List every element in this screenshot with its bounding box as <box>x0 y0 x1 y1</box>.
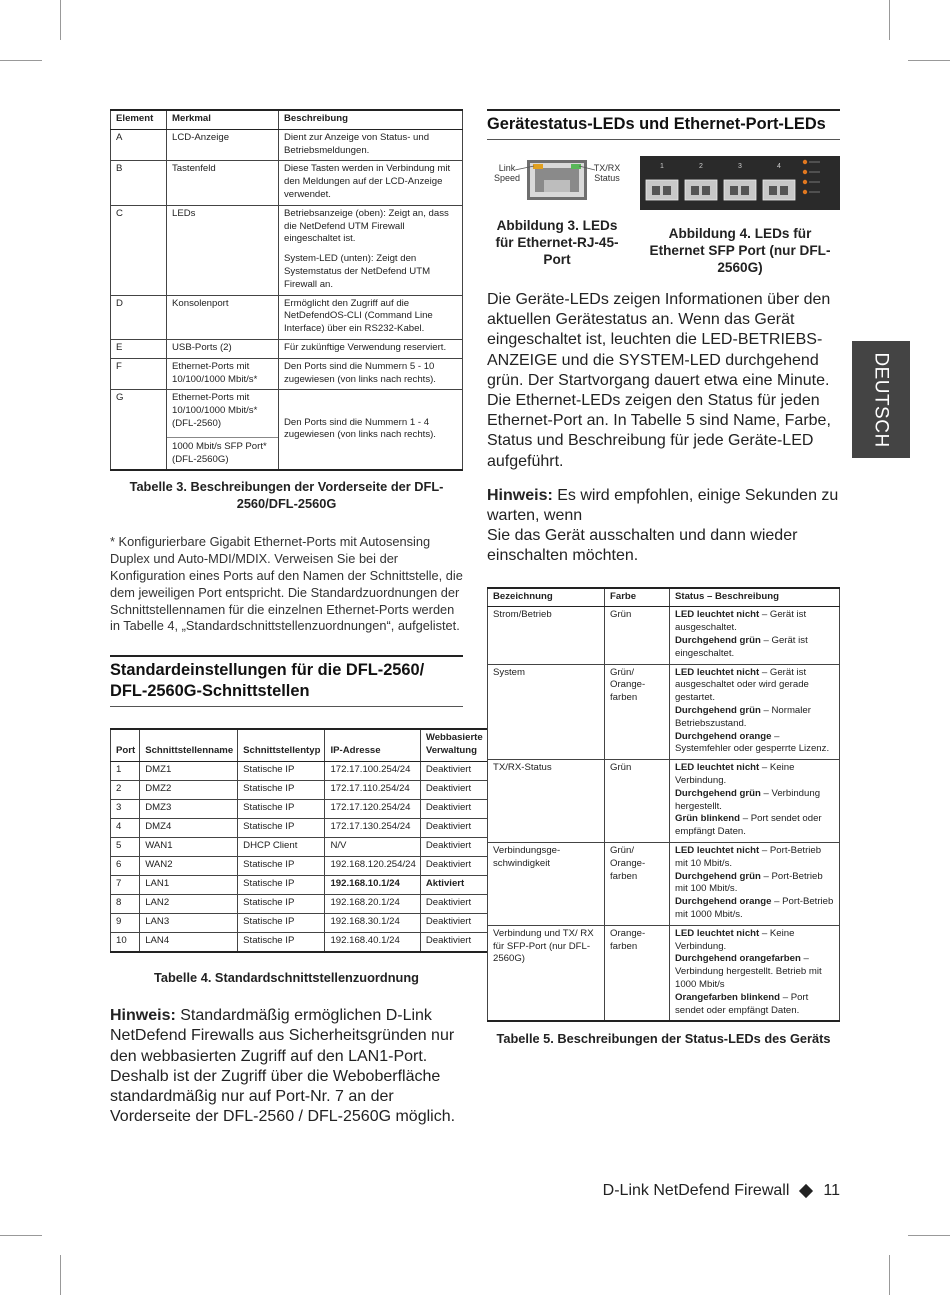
footer-title: D-Link NetDefend Firewall <box>602 1182 790 1199</box>
status-label: LED leuchtet nicht <box>675 609 760 621</box>
status-label: Grün blinkend <box>675 813 741 825</box>
table-cell: B <box>111 161 167 205</box>
table-cell <box>670 842 840 925</box>
table-row <box>111 856 488 875</box>
label-link: Link <box>498 163 516 173</box>
table-cell: D <box>111 295 167 339</box>
table-cell: Statische IP <box>238 799 325 818</box>
cell-text: 1000 Mbit/s SFP Port* (DFL-2560G) <box>172 440 267 465</box>
table-row <box>111 932 488 952</box>
status-label: Durchgehend grün <box>675 705 761 717</box>
status-text: – Gerät ist ausgeschaltet oder wird gerade gestartet. <box>675 666 809 704</box>
left-column <box>110 109 483 1127</box>
table-row <box>111 161 463 205</box>
table-cell: Grün <box>605 760 670 843</box>
table-row <box>111 894 488 913</box>
status-label: Durchgehend grün <box>675 635 761 647</box>
table-cell: 3 <box>111 799 140 818</box>
status-text: – Port sendet oder empfängt Daten. <box>675 813 822 838</box>
table-cell: 192.168.20.1/24 <box>325 894 420 913</box>
crop-mark <box>60 0 61 40</box>
status-text: – Keine Verbindung. <box>675 927 795 952</box>
table-cell: Statische IP <box>238 875 325 894</box>
table-cell: LEDs <box>167 205 279 295</box>
status-label: Durchgehend grün <box>675 870 761 882</box>
table-cell: 172.17.130.254/24 <box>325 818 420 837</box>
port-number: 1 <box>660 163 664 170</box>
label-status: Status <box>594 173 620 183</box>
table-caption: Tabelle 4. Standardschnittstellenzuordnung <box>154 969 419 985</box>
crop-mark <box>908 60 950 61</box>
table-cell <box>670 760 840 843</box>
table-cell: Ermöglicht den Zugriff auf die NetDefendOS-CLI (Command Line Interface) über ein RS232-Kabel. <box>279 295 463 339</box>
right-column <box>487 109 840 1048</box>
table-cell: Für zukünftige Verwendung reserviert. <box>279 339 463 358</box>
language-tab-label: DEUTSCH <box>871 351 892 448</box>
table-cell: Deaktiviert <box>420 932 487 952</box>
table-cell: 10 <box>111 932 140 952</box>
table-cell: Statische IP <box>238 856 325 875</box>
table-cell: 5 <box>111 837 140 856</box>
table-row <box>111 818 488 837</box>
table-row <box>488 760 840 843</box>
table-cell: Verbindung und TX/ RX für SFP-Port (nur DFL-2560G) <box>488 925 605 1021</box>
table-cell: Grün/ Orange- farben <box>605 664 670 760</box>
status-text: – Port-Betrieb mit 10 Mbit/s. <box>675 844 822 869</box>
figure-caption: Abbildung 3. LEDs für Ethernet-RJ-45-Port <box>495 218 619 267</box>
label-speed: Speed <box>493 173 521 183</box>
cell-text: Ethernet-Ports mit 10/100/1000 Mbit/s* (DFL-2560) <box>172 392 258 429</box>
intro-paragraph: Die Geräte-LEDs zeigen Informationen über den aktuellen Gerätestatus an. Wenn das Gerät eingeschaltet ist, leuchten die LED-BETRIEBS-ANZEIGE und die SYSTEM-LED durchgehend grün. Der Startvorgang dauert etwa eine Minute. Die Ethernet-LEDs zeigen den Status für jeden Ethernet-Port an. In Tabelle 5 sind Name, Farbe, Status und Beschreibung für jede Geräte-LED aufgeführt. <box>487 291 831 470</box>
table-interface-defaults <box>110 728 488 953</box>
table-header: Schnittstellentyp <box>238 729 325 761</box>
label-txrx: TX/RX <box>593 163 621 173</box>
table-cell: Statische IP <box>238 818 325 837</box>
table-cell: DMZ4 <box>140 818 238 837</box>
footnote: * Konfigurierbare Gigabit Ethernet-Ports mit Autosensing Duplex und Auto-MDI/MDIX. Verweisen Sie bei der Konfiguration eines Ports auf den Namen der Schnittstelle, die dem jeweiligen Port entspricht. Die Standardzuordnungen der Schnittstellennamen für die einzelnen Ethernet-Ports werden in Tabelle 4, „Standardschnittstellenzuordnungen“, aufgelistet. <box>110 534 463 634</box>
table-cell: Statische IP <box>238 913 325 932</box>
table-cell: Verbindungsge- schwindigkeit <box>488 842 605 925</box>
status-text: – Normaler Betriebszustand. <box>675 705 811 729</box>
table-cell <box>670 664 840 760</box>
status-text: – Port-Betrieb mit 1000 Mbit/s. <box>675 896 834 920</box>
table-row <box>111 358 463 390</box>
status-text: – Verbindung hergestellt. <box>675 787 821 812</box>
table-cell <box>670 607 840 664</box>
status-label: Durchgehend orange <box>675 896 772 908</box>
table-header: IP-Adresse <box>325 729 420 761</box>
status-label: LED leuchtet nicht <box>675 666 760 678</box>
table-header: Beschreibung <box>279 110 463 129</box>
table-cell: Aktiviert <box>420 875 487 894</box>
table-row <box>111 339 463 358</box>
table-row <box>111 295 463 339</box>
crop-mark <box>908 1235 950 1236</box>
table-header: Bezeichnung <box>488 588 605 607</box>
status-label: Orangefarben blinkend <box>675 991 781 1003</box>
port-number: 4 <box>777 163 781 170</box>
table-cell: System <box>488 664 605 760</box>
table-cell: Dient zur Anzeige von Status- und Betriebsmeldungen. <box>279 129 463 161</box>
table-row <box>488 664 840 760</box>
table-row <box>111 799 488 818</box>
table-cell: A <box>111 129 167 161</box>
status-label: Durchgehend grün <box>675 787 761 799</box>
crop-mark <box>0 1235 42 1236</box>
table-row <box>111 205 463 295</box>
note-label: Hinweis: <box>487 486 553 504</box>
figure-row <box>487 154 840 276</box>
section-heading: Standardeinstellungen für die DFL-2560/ DFL-2560G-Schnittstellen <box>110 655 463 707</box>
status-text: – Gerät ist ausgeschaltet. <box>675 609 807 634</box>
table-cell: 4 <box>111 818 140 837</box>
figure-sfp <box>640 154 840 276</box>
status-text: – Keine Verbindung. <box>675 762 795 786</box>
table-cell: 8 <box>111 894 140 913</box>
table-cell: C <box>111 205 167 295</box>
status-text: – Port-Betrieb mit 100 Mbit/s. <box>675 870 823 895</box>
page-number: 11 <box>823 1182 840 1199</box>
table-row <box>488 925 840 1021</box>
table-cell: 172.17.120.254/24 <box>325 799 420 818</box>
table-cell <box>670 925 840 1021</box>
table-cell: N/V <box>325 837 420 856</box>
table-cell: WAN1 <box>140 837 238 856</box>
table-cell: 172.17.110.254/24 <box>325 780 420 799</box>
note-label: Hinweis: <box>110 1007 176 1025</box>
table-cell: DMZ1 <box>140 761 238 780</box>
note-text: Standardmäßig ermöglichen D-Link NetDefend Firewalls aus Sicherheitsgründen nur den webbasierten Zugriff auf den LAN1-Port. Deshalb ist der Zugriff über die Weboberfläche standardmäßig nur auf Port-Nr. 7 an der Vorderseite der DFL-2560 / DFL-2560G möglich. <box>110 1007 456 1126</box>
status-text: – Port sendet oder empfängt Daten. <box>675 991 809 1016</box>
cell-text: Betriebsanzeige (oben): Zeigt an, dass die NetDefend UTM Firewall eingeschaltet ist. <box>284 207 449 245</box>
table-row <box>111 780 488 799</box>
table-cell: Statische IP <box>238 894 325 913</box>
table-cell: Deaktiviert <box>420 837 487 856</box>
table-header: Webbasierte Verwaltung <box>420 729 487 761</box>
table-cell: Tastenfeld <box>167 161 279 205</box>
sfp-port-illustration <box>640 154 840 212</box>
status-text: – Systemfehler oder gesperrte Lizenz. <box>675 730 830 755</box>
note-text: Es wird empfohlen, einige Sekunden zu warten, wenn <box>487 486 839 525</box>
note <box>487 486 840 567</box>
table-cell: Grün <box>605 607 670 664</box>
crop-mark <box>0 60 42 61</box>
table-row <box>111 913 488 932</box>
table-cell: 7 <box>111 875 140 894</box>
diamond-icon <box>799 1184 813 1198</box>
table-cell: Deaktiviert <box>420 894 487 913</box>
status-label: LED leuchtet nicht <box>675 927 760 939</box>
table-cell: Statische IP <box>238 761 325 780</box>
table-cell: 1 <box>111 761 140 780</box>
table-cell: Den Ports sind die Nummern 1 - 4 zugewiesen (von links nach rechts). <box>279 390 463 470</box>
table-cell: 192.168.30.1/24 <box>325 913 420 932</box>
table-cell: 6 <box>111 856 140 875</box>
table-cell: 9 <box>111 913 140 932</box>
table-header: Schnittstellenname <box>140 729 238 761</box>
rj45-port-illustration <box>489 154 625 204</box>
table-status-leds <box>487 587 840 1023</box>
table-cell: Deaktiviert <box>420 799 487 818</box>
table-cell: Ethernet-Ports mit 10/100/1000 Mbit/s* <box>167 358 279 390</box>
table-cell: LAN4 <box>140 932 238 952</box>
table-header: Merkmal <box>167 110 279 129</box>
section-heading: Gerätestatus-LEDs und Ethernet-Port-LEDs <box>487 109 840 140</box>
table-cell: Strom/Betrieb <box>488 607 605 664</box>
table-cell: Deaktiviert <box>420 761 487 780</box>
table-cell: 172.17.100.254/24 <box>325 761 420 780</box>
table-cell: E <box>111 339 167 358</box>
table-cell: F <box>111 358 167 390</box>
port-number: 3 <box>738 163 742 170</box>
note <box>110 1006 463 1127</box>
status-text: – Gerät ist eingeschaltet. <box>675 635 808 659</box>
table-cell: Statische IP <box>238 780 325 799</box>
table-row <box>111 761 488 780</box>
status-text: – Verbindung hergestellt. Betrieb mit 1000 Mbit/s <box>675 953 822 990</box>
port-number: 2 <box>699 163 703 170</box>
table-row <box>488 607 840 664</box>
page-footer <box>603 1182 840 1200</box>
crop-mark <box>889 1255 890 1295</box>
table-cell: WAN2 <box>140 856 238 875</box>
table-cell: 2 <box>111 780 140 799</box>
table-cell: TX/RX-Status <box>488 760 605 843</box>
table-header: Element <box>111 110 167 129</box>
figure-rj45 <box>487 154 627 276</box>
table-cell: LAN2 <box>140 894 238 913</box>
table-cell: Statische IP <box>238 932 325 952</box>
table-row <box>111 837 488 856</box>
table-cell: LAN3 <box>140 913 238 932</box>
status-label: Durchgehend orange <box>675 730 772 742</box>
table-cell: DMZ3 <box>140 799 238 818</box>
table-cell: DMZ2 <box>140 780 238 799</box>
led-icon <box>533 164 543 169</box>
table-caption: Tabelle 5. Beschreibungen der Status-LEDs des Geräts <box>496 1031 831 1047</box>
crop-mark <box>60 1255 61 1295</box>
table-cell <box>279 205 463 295</box>
crop-mark <box>889 0 890 40</box>
table-header: Port <box>111 729 140 761</box>
table-cell: G <box>111 390 167 470</box>
language-tab <box>852 341 910 458</box>
table-cell: 192.168.40.1/24 <box>325 932 420 952</box>
table-cell: Den Ports sind die Nummern 5 - 10 zugewiesen (von links nach rechts). <box>279 358 463 390</box>
figure-caption: Abbildung 4. LEDs für Ethernet SFP Port (nur DFL-2560G) <box>649 226 831 275</box>
table-cell: Deaktiviert <box>420 913 487 932</box>
table-cell: Deaktiviert <box>420 818 487 837</box>
table-cell: Orange- farben <box>605 925 670 1021</box>
table-row <box>111 390 463 470</box>
table-row <box>111 129 463 161</box>
table-cell: LCD-Anzeige <box>167 129 279 161</box>
table-cell: USB-Ports (2) <box>167 339 279 358</box>
status-label: LED leuchtet nicht <box>675 844 760 856</box>
status-label: Durchgehend orangefarben <box>675 953 801 965</box>
table-row <box>111 875 488 894</box>
table-cell: 192.168.10.1/24 <box>325 875 420 894</box>
table-header: Status – Beschreibung <box>670 588 840 607</box>
table-header: Farbe <box>605 588 670 607</box>
table-cell: Konsolenport <box>167 295 279 339</box>
table-cell <box>167 390 279 470</box>
table-caption: Tabelle 3. Beschreibungen der Vorderseite der DFL-2560/DFL-2560G <box>129 479 444 511</box>
table-cell: Deaktiviert <box>420 780 487 799</box>
table-front-panel <box>110 109 463 471</box>
status-label: LED leuchtet nicht <box>675 762 760 774</box>
table-cell: 192.168.120.254/24 <box>325 856 420 875</box>
note-text: Sie das Gerät ausschalten und dann wieder einschalten möchten. <box>487 527 798 565</box>
table-cell: Deaktiviert <box>420 856 487 875</box>
table-cell: LAN1 <box>140 875 238 894</box>
table-cell: Diese Tasten werden in Verbindung mit den Meldungen auf der LCD-Anzeige verwendet. <box>279 161 463 205</box>
table-cell: DHCP Client <box>238 837 325 856</box>
cell-text: System-LED (unten): Zeigt den Systemstatus der NetDefend UTM Firewall an. <box>284 253 431 290</box>
table-cell: Grün/ Orange- farben <box>605 842 670 925</box>
table-row <box>488 842 840 925</box>
